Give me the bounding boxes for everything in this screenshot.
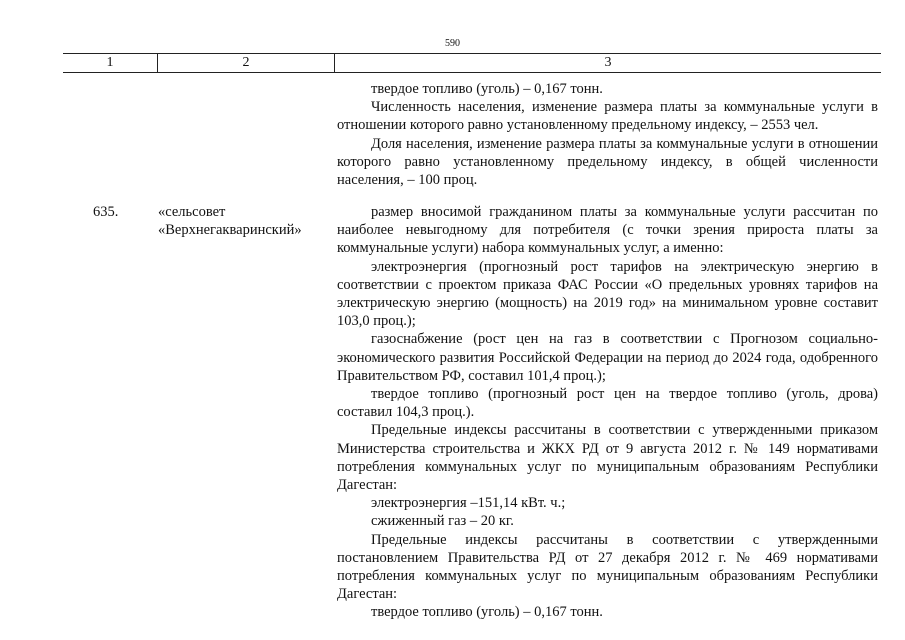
continuation-paragraph: твердое топливо (уголь) – 0,167 тонн. [371,81,603,97]
entry-paragraph: сжиженный газ – 20 кг. [371,513,514,530]
entry-paragraph: Предельные индексы рассчитаны в соответствии с утвержденными приказом Министерства строительства и ЖКХ РД от 9 августа 2012 г. № 149 нормативами потребления коммунальных услуг по муниципальным образованиям Республики Дагестан: [337,422,878,494]
entry-paragraph: электроэнергия (прогнозный рост тарифов на электрическую энергию в соответствии с проектом приказа ФАС России «О предельных уровнях тарифов на электрическую энергию (мощность) на 2019 год» на минимальном уровне составит 103,0 проц.); [337,258,878,330]
column-header-row [63,53,881,73]
column-header-2: 2 [158,54,335,72]
entry-paragraph: размер вносимой гражданином платы за коммунальные услуги рассчитан по наиболее невыгодному для потребителя (с точки зрения прироста платы за коммунальные услуги) набора коммунальных услуг, а именно: [337,204,878,257]
entry-paragraph: твердое топливо (прогнозный рост цен на твердое топливо (уголь, дрова) составил 104,3 проц.). [337,386,878,421]
entry-name-line: «сельсовет [158,204,226,220]
entry-paragraph: газоснабжение (рост цен на газ в соответствии с Прогнозом социально-экономического развития Российской Федерации на период до 2024 года, одобренного Правительством РФ, составил 101,4 проц.); [337,331,878,384]
entry-paragraph: электроэнергия –151,14 кВт. ч.; [371,495,566,512]
entry-description [337,203,878,622]
column-header-3: 3 [604,55,612,70]
entry-paragraph: твердое топливо (уголь) – 0,167 тонн. [371,604,603,621]
page-number: 590 [445,38,460,49]
continuation-block [337,80,878,189]
entry-number: 635. [93,204,119,220]
continuation-paragraph: Численность населения, изменение размера платы за коммунальные услуги в отношении которого равно установленному предельному индексу, – 2553 чел. [337,99,878,134]
entry-paragraph: Предельные индексы рассчитаны в соответствии с утвержденными постановлением Правительства РД от 27 декабря 2012 г. № 469 нормативами потребления коммунальных услуг по муниципальным образованиям Республики Дагестан: [337,531,878,603]
column-header-1: 1 [63,54,158,72]
entry-name-line: «Верхнегакваринский» [158,222,302,239]
entry-municipality-name [158,203,328,239]
continuation-paragraph: Доля населения, изменение размера платы за коммунальные услуги в отношении которого равно установленному предельному индексу, в общей численности населения, – 100 проц. [337,135,878,189]
